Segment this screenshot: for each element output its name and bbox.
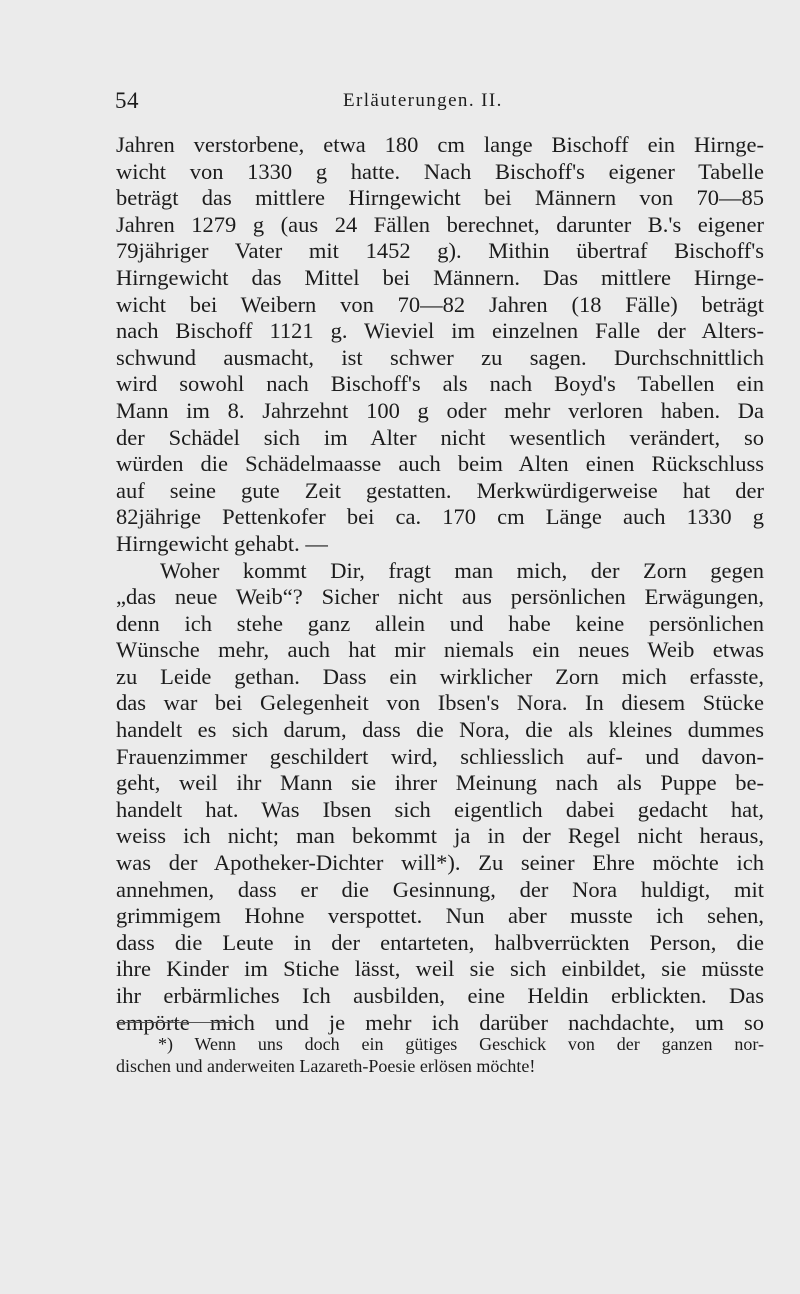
text-line: „das neue Weib“? Sicher nicht aus persönlichen Erwägungen, bbox=[116, 584, 764, 610]
text-line: geht, weil ihr Mann sie ihrer Meinung nach als Puppe be- bbox=[116, 770, 764, 796]
page-header bbox=[0, 88, 800, 118]
text-line: wicht bei Weibern von 70—82 Jahren (18 Fälle) beträgt bbox=[116, 291, 764, 317]
text-line: Hirngewicht gehabt. — bbox=[116, 530, 328, 556]
page-number: 54 bbox=[115, 88, 139, 113]
text-line: Mann im 8. Jahrzehnt 100 g oder mehr verloren haben. Da bbox=[116, 397, 764, 423]
text-line: dass die Leute in der entarteten, halbverrückten Person, die bbox=[116, 929, 764, 955]
text-line: ihr erbärmliches Ich ausbilden, eine Heldin erblickten. Das bbox=[116, 983, 764, 1008]
text-line: 82jährige Pettenkofer bei ca. 170 cm Länge auch 1330 g bbox=[116, 504, 764, 530]
text-line: Woher kommt Dir, fragt man mich, der Zorn gegen bbox=[160, 557, 764, 583]
text-line: Jahren verstorbene, etwa 180 cm lange Bischoff ein Hirnge- bbox=[116, 132, 764, 157]
text-line: auf seine gute Zeit gestatten. Merkwürdigerweise hat der bbox=[116, 477, 764, 503]
text-line: beträgt das mittlere Hirngewicht bei Männern von 70—85 bbox=[116, 185, 764, 211]
text-line: wicht von 1330 g hatte. Nach Bischoff's eigener Tabelle bbox=[116, 158, 764, 184]
text-line: ihre Kinder im Stiche lässt, weil sie sich einbildet, sie müsste bbox=[116, 956, 764, 982]
text-line: schwund ausmacht, ist schwer zu sagen. Durchschnittlich bbox=[116, 344, 764, 370]
text-line: wird sowohl nach Bischoff's als nach Boyd's Tabellen ein bbox=[116, 371, 764, 397]
text-line: der Schädel sich im Alter nicht wesentlich verändert, so bbox=[116, 424, 764, 450]
text-line: das war bei Gelegenheit von Ibsen's Nora. In diesem Stücke bbox=[116, 690, 764, 716]
text-line: annehmen, dass er die Gesinnung, der Nora huldigt, mit bbox=[116, 876, 764, 902]
text-line: was der Apotheker-Dichter will*). Zu seiner Ehre möchte ich bbox=[116, 850, 764, 876]
text-line: handelt es sich darum, dass die Nora, die als kleines dummes bbox=[116, 717, 764, 743]
text-line: Wünsche mehr, auch hat mir niemals ein neues Weib etwas bbox=[116, 637, 764, 663]
footnote-divider bbox=[116, 1022, 234, 1023]
text-line: zu Leide gethan. Dass ein wirklicher Zorn mich erfasste, bbox=[116, 663, 764, 689]
text-line: Hirngewicht das Mittel bei Männern. Das mittlere Hirnge- bbox=[116, 264, 764, 290]
text-line: empörte mich und je mehr ich darüber nachdachte, um so bbox=[116, 1009, 764, 1035]
body-text bbox=[116, 132, 764, 1036]
text-line: 79jähriger Vater mit 1452 g). Mithin übertraf Bischoff's bbox=[116, 238, 764, 264]
text-line: Frauenzimmer geschildert wird, schliesslich auf- und davon- bbox=[116, 743, 764, 769]
text-line: denn ich stehe ganz allein und habe keine persönlichen bbox=[116, 610, 764, 636]
text-line: handelt hat. Was Ibsen sich eigentlich dabei gedacht hat, bbox=[116, 796, 764, 822]
footnote-line: dischen und anderweiten Lazareth-Poesie erlösen möchte! bbox=[116, 1056, 536, 1076]
text-line: Jahren 1279 g (aus 24 Fällen berechnet, darunter B.'s eigener bbox=[116, 211, 764, 237]
text-line: grimmigem Hohne verspottet. Nun aber musste ich sehen, bbox=[116, 903, 764, 929]
text-line: würden die Schädelmaasse auch beim Alten einen Rückschluss bbox=[116, 451, 764, 477]
text-line: weiss ich nicht; man bekommt ja in der Regel nicht heraus, bbox=[116, 823, 764, 849]
footnote-line: *) Wenn uns doch ein gütiges Geschick von der ganzen nor- bbox=[158, 1034, 764, 1054]
text-line: nach Bischoff 1121 g. Wieviel im einzelnen Falle der Alters- bbox=[116, 318, 764, 344]
footnote bbox=[116, 1033, 764, 1077]
running-title: Erläuterungen. II. bbox=[343, 90, 503, 111]
